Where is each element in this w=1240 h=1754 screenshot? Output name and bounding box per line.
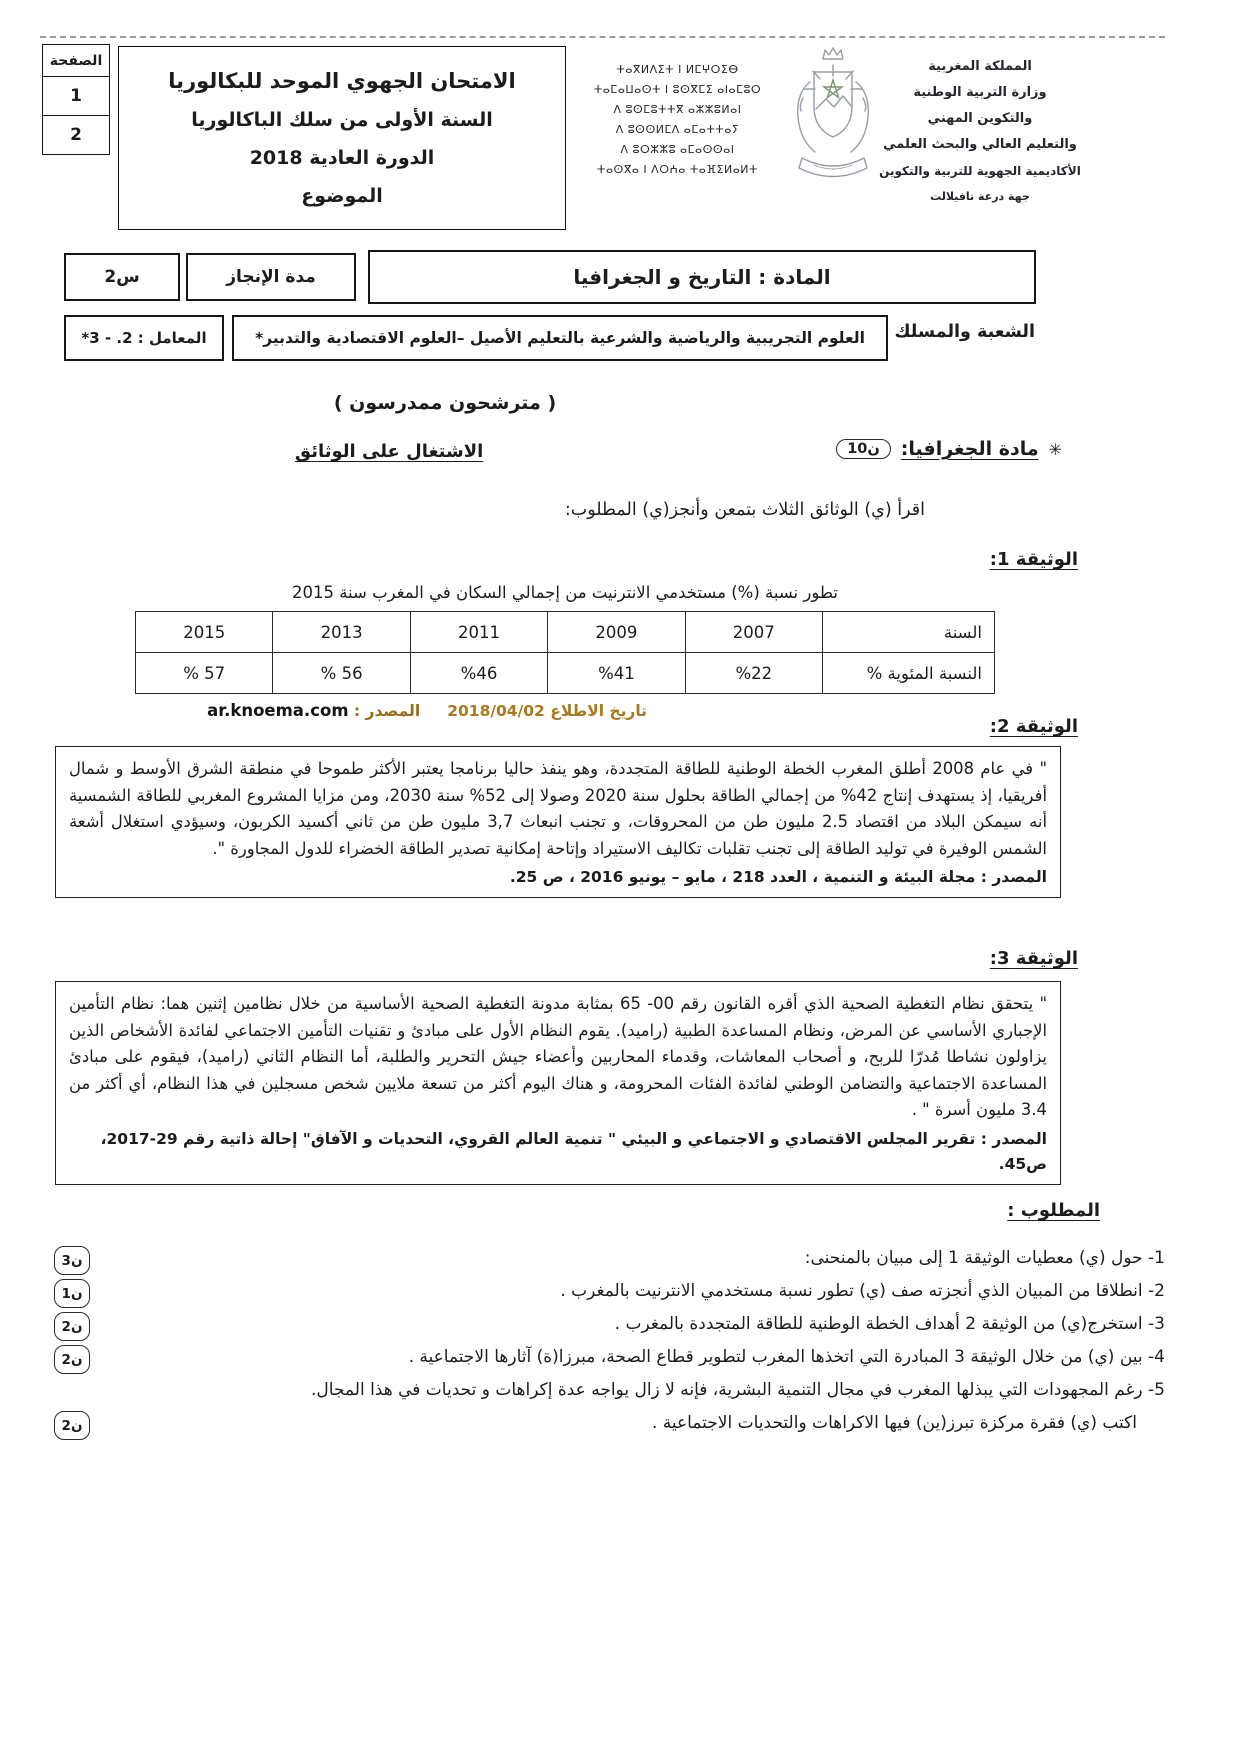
candidates-note: ( مترشحون ممدرسون ) <box>333 392 557 414</box>
page-number-2: 2 <box>42 115 110 155</box>
document2-source: المصدر : مجلة البيئة و التنمية ، العدد 218 ، مايو – يونيو 2016 ، ص 25. <box>509 868 1047 886</box>
page-label: الصفحة <box>42 44 110 78</box>
question-text: 4- بين (ي) من خلال الوثيقة 3 المبادرة التي اتخذها المغرب لتطوير قطاع الصحة، مبرزا(ة) آثارها الاجتماعية . <box>408 1347 1165 1367</box>
table-cell-year: 2015 <box>136 612 273 653</box>
question-text: 3- استخرج(ي) من الوثيقة 2 أهداف الخطة الوطنية للطاقة المتجددة بالمغرب . <box>614 1314 1165 1334</box>
table-cell-percentage: %41 <box>548 653 685 694</box>
ministry-line: والتكوين المهني <box>927 111 1033 126</box>
exam-title: الامتحان الجهوي الموحد للبكالوريا <box>168 69 516 93</box>
exam-subject-word: الموضوع <box>301 185 383 207</box>
duration-label-box: مدة الإنجاز <box>186 253 356 301</box>
question-text: 5- رغم المجهودات التي يبذلها المغرب في مجال التنمية البشرية، فإنه لا زال يواجه عدة إكراهات و تحديات في هذا المجال. <box>311 1380 1165 1400</box>
branch-label: الشعبة والمسلك <box>894 322 1035 342</box>
table-cell-percentage: %46 <box>410 653 547 694</box>
question-4 <box>61 1344 1165 1370</box>
duration-value-box <box>64 253 180 301</box>
duration-value: 2س <box>104 267 140 287</box>
exam-title-box <box>118 46 566 230</box>
geography-section-subtitle: الاشتغال على الوثائق <box>295 441 484 462</box>
page-number-box <box>42 44 110 155</box>
table-cell-percentage: % 56 <box>273 653 410 694</box>
points-badge: 1ن <box>54 1279 90 1308</box>
table-cell-year: 2011 <box>410 612 547 653</box>
source-label: المصدر : <box>353 702 421 720</box>
flower-asterisk-icon: ✳ <box>1048 439 1062 459</box>
question-3 <box>61 1311 1165 1337</box>
document1-table-title: تطور نسبة (%) مستخدمي الانترنيت من إجمالي السكان في المغرب سنة 2015 <box>291 583 839 602</box>
coefficient-box: المعامل : 2. - 3* <box>64 315 224 361</box>
document3-box <box>55 981 1061 1185</box>
ministry-line: وزارة التربية الوطنية <box>913 85 1047 100</box>
branch-value-box: العلوم التجريبية والرياضية والشرعية بالتعليم الأصيل –العلوم الاقتصادية والتدبير* <box>232 315 888 361</box>
document3-heading: الوثيقة 3: <box>989 948 1078 969</box>
points-badge: 2ن <box>54 1411 90 1440</box>
table-cell-percentage: %22 <box>685 653 822 694</box>
exam-session: الدورة العادية 2018 <box>249 147 435 169</box>
required-heading: المطلوب : <box>1007 1200 1100 1221</box>
document2-body: " في عام 2008 أطلق المغرب الخطة الوطنية للطاقة المتجددة، وهو ينفذ حاليا برنامجا يعتبر الأكثر طموحا في منطقة الشرق الأوسط و شمال أفريقيا، إذ يستهدف إنتاج 42% من إجمالي الطاقة بحلول سنة 2020 وصولا إلى 52% سنة 2030، ومن مزايا المشروع المغربي للطاقة الشمسية أنه سيمكن البلاد من اقتصاد 2.5 مليون طن من المحروقات، و تجنب انبعاث 3,7 مليون طن من ثاني أكسيد الكربون، وسيؤدي استغلال أشعة الشمس الوفيرة في توليد الطاقة إلى تجنب تقلبات تكاليف الاستيراد وإتاحة إمكانية تصدير الطاقة الخضراء للدول المجاورة ". <box>69 759 1047 858</box>
questions-list <box>61 1245 1165 1443</box>
ministry-line: الأكاديمية الجهوية للتربية والتكوين <box>879 164 1081 178</box>
percentage-row-label: النسبة المئوية % <box>823 653 995 694</box>
ministry-line: جهة درعة تافيلالت <box>930 190 1030 203</box>
ministry-line: المملكة المغربية <box>928 59 1032 74</box>
source-domain: ar.knoema.com <box>207 701 349 720</box>
document3-source: المصدر : تقرير المجلس الاقتصادي و الاجتماعي و البيئي " تنمية العالم القروي، التحديات و الآفاق" إحالة ذاتية رقم 29-2017، ص45. <box>100 1129 1047 1173</box>
document1-heading: الوثيقة 1: <box>989 549 1078 570</box>
geography-section-title: مادة الجغرافيا: <box>900 438 1039 460</box>
internet-users-table <box>135 611 995 694</box>
cut-dashed-line <box>40 36 1165 38</box>
tifinagh-line: ⵜⴰⴳⵍⴷⵉⵜ ⵏ ⵍⵎⵖⵔⵉⴱ <box>616 63 739 76</box>
table-cell-percentage: % 57 <box>136 653 273 694</box>
table-cell-year: 2007 <box>685 612 822 653</box>
question-5-subtask <box>61 1410 1165 1436</box>
reading-instruction: اقرأ (ي) الوثائق الثلاث بتمعن وأنجز(ي) المطلوب: <box>564 500 925 520</box>
tifinagh-line: ⵜⴰⵎⴰⵡⴰⵙⵜ ⵏ ⵓⵙⴳⵎⵉ ⴰⵏⴰⵎⵓⵔ <box>593 83 762 96</box>
question-2 <box>61 1278 1165 1304</box>
document1-source-line <box>135 701 647 720</box>
tifinagh-line: ⴷ ⵓⵙⵎⵓⵜⵜⴳ ⴰⵣⵣⵓⵍⴰⵏ <box>613 103 742 116</box>
document2-heading: الوثيقة 2: <box>989 716 1078 737</box>
points-badge: 2ن <box>54 1312 90 1341</box>
table-cell-year: 2013 <box>273 612 410 653</box>
question-text: اكتب (ي) فقرة مركزة تبرز(ين) فيها الاكراهات والتحديات الاجتماعية . <box>651 1413 1137 1433</box>
tifinagh-line: ⴷ ⵓⵙⵙⵍⵎⴷ ⴰⵎⴰⵜⵜⴰⵢ <box>615 123 740 136</box>
year-row-label: السنة <box>823 612 995 653</box>
question-text: 1- حول (ي) معطيات الوثيقة 1 إلى مبيان بالمنحنى: <box>804 1248 1165 1268</box>
tifinagh-line: ⵜⴰⵙⴳⴰ ⵏ ⴷⵔⵄⴰ ⵜⴰⴼⵉⵍⴰⵍⵜ <box>597 163 758 176</box>
table-cell-year: 2009 <box>548 612 685 653</box>
exam-level: السنة الأولى من سلك الباكالوريا <box>191 109 493 131</box>
access-date: تاريخ الاطلاع 2018/04/02 <box>447 702 647 720</box>
geography-section-header <box>836 438 1062 460</box>
table-row-percentages <box>136 653 995 694</box>
question-text: 2- انطلاقا من المبيان الذي أنجزته صف (ي) تطور نسبة مستخدمي الانترنيت بالمغرب . <box>560 1281 1165 1301</box>
ministry-line: والتعليم العالي والبحث العلمي <box>883 137 1077 152</box>
coat-of-arms-logo <box>790 46 876 192</box>
points-badge: 2ن <box>54 1345 90 1374</box>
question-5 <box>112 1377 1165 1403</box>
geography-points-badge: 10ن <box>836 439 891 459</box>
table-row-years <box>136 612 995 653</box>
ministry-text-tifinagh <box>575 60 780 180</box>
tifinagh-line: ⴷ ⵓⵔⵣⵣⵓ ⴰⵎⴰⵙⵙⴰⵏ <box>620 143 735 156</box>
ministry-text-arabic <box>866 54 1094 210</box>
subject-box: المادة : التاريخ و الجغرافيا <box>368 250 1036 304</box>
page-number-1: 1 <box>42 76 110 116</box>
question-1 <box>61 1245 1165 1271</box>
document2-box <box>55 746 1061 898</box>
points-badge: 3ن <box>54 1246 90 1275</box>
document3-body: " يتحقق نظام التغطية الصحية الذي أقره القانون رقم 00- 65 بمثابة مدونة التغطية الصحية الأساسية من خلال نظامين إثنين هما: نظام التأمين الإجباري الأساسي عن المرض، ونظام المساعدة الطبية (راميد). يقوم النظام الأول على مبادئ و تقنيات التأمين الاجتماعي لفائدة الأشخاص الذين يزاولون نشاطا مُدرّا للربح، و أصحاب المعاشات، وقدماء المحاربين وأعضاء جيش التحرير والطلبة، أما النظام الثاني (راميد)، فيقوم على مبادئ المساعدة الاجتماعية والتضامن الوطني لفائدة الفئات المحرومة، و هناك اليوم أكثر من تسعة ملايين شخص مسجلين في هذا النظام، أي أكثر من 3.4 مليون أسرة " . <box>69 994 1048 1119</box>
